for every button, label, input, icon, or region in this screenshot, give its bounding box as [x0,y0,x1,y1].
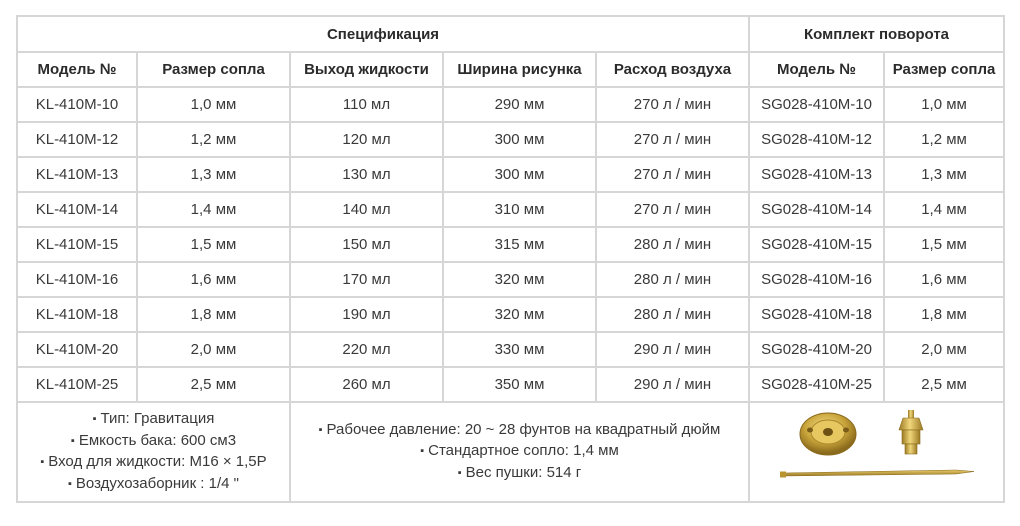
column-header-pattern-width: Ширина рисунка [443,52,596,87]
column-header-kit-model: Модель № [749,52,884,87]
column-header-fluid-output: Выход жидкости [290,52,443,87]
note-fluid-inlet: ▪ Вход для жидкости: M16 × 1,5P [18,452,289,474]
column-header-model: Модель № [17,52,137,87]
table-row [17,297,1004,332]
cell-kit-model: SG028-410M-20 [749,332,884,367]
cell-nozzle-size: 2,5 мм [137,367,290,402]
cell-fluid-output: 170 мл [290,262,443,297]
needle-icon [780,470,974,478]
cell-model: KL-410M-14 [17,192,137,227]
cell-kit-nozzle-size: 1,3 мм [884,157,1004,192]
cell-fluid-output: 110 мл [290,87,443,122]
column-header-kit-nozzle-size: Размер сопла [884,52,1004,87]
cell-air-consumption: 290 л / мин [596,332,749,367]
cell-kit-nozzle-size: 1,0 мм [884,87,1004,122]
note-air-inlet: ▪ Воздухозаборник : 1/4 " [18,474,289,496]
note-gun-weight: ▪ Вес пушки: 514 г [291,463,748,485]
cell-fluid-output: 150 мл [290,227,443,262]
cell-kit-nozzle-size: 2,0 мм [884,332,1004,367]
cell-nozzle-size: 1,0 мм [137,87,290,122]
note-standard-nozzle: ▪ Стандартное сопло: 1,4 мм [291,441,748,463]
cell-pattern-width: 315 мм [443,227,596,262]
column-header-air-consumption: Расход воздуха [596,52,749,87]
cell-kit-nozzle-size: 1,8 мм [884,297,1004,332]
cell-kit-nozzle-size: 1,5 мм [884,227,1004,262]
cell-kit-nozzle-size: 1,6 мм [884,262,1004,297]
fluid-nozzle-icon [899,410,923,454]
spec-table-container [16,15,1005,503]
cell-fluid-output: 220 мл [290,332,443,367]
cell-air-consumption: 290 л / мин [596,367,749,402]
cell-pattern-width: 300 мм [443,122,596,157]
cell-fluid-output: 130 мл [290,157,443,192]
cell-fluid-output: 260 мл [290,367,443,402]
cell-fluid-output: 120 мл [290,122,443,157]
cell-kit-model: SG028-410M-25 [749,367,884,402]
note-type: ▪ Тип: Гравитация [18,409,289,431]
table-row [17,192,1004,227]
cell-model: KL-410M-18 [17,297,137,332]
cell-air-consumption: 270 л / мин [596,157,749,192]
cell-nozzle-size: 1,6 мм [137,262,290,297]
table-row [17,262,1004,297]
cell-model: KL-410M-12 [17,122,137,157]
cell-pattern-width: 300 мм [443,157,596,192]
notes-right-list [291,420,748,485]
table-row [17,367,1004,402]
cell-air-consumption: 270 л / мин [596,122,749,157]
cell-kit-model: SG028-410M-13 [749,157,884,192]
table-row [17,157,1004,192]
notes-row [17,402,1004,502]
notes-left-cell [17,402,290,502]
cell-kit-nozzle-size: 1,4 мм [884,192,1004,227]
cell-air-consumption: 280 л / мин [596,297,749,332]
column-header-nozzle-size: Размер сопла [137,52,290,87]
cell-kit-model: SG028-410M-16 [749,262,884,297]
cell-kit-nozzle-size: 2,5 мм [884,367,1004,402]
group-header-row [17,16,1004,52]
cell-model: KL-410M-10 [17,87,137,122]
cell-nozzle-size: 1,4 мм [137,192,290,227]
cell-model: KL-410M-15 [17,227,137,262]
column-header-row [17,52,1004,87]
cell-model: KL-410M-20 [17,332,137,367]
cell-model: KL-410M-13 [17,157,137,192]
cell-fluid-output: 140 мл [290,192,443,227]
cell-model: KL-410M-16 [17,262,137,297]
cell-pattern-width: 330 мм [443,332,596,367]
cell-pattern-width: 310 мм [443,192,596,227]
cell-nozzle-size: 1,2 мм [137,122,290,157]
cell-kit-model: SG028-410M-10 [749,87,884,122]
cell-nozzle-size: 1,5 мм [137,227,290,262]
cell-air-consumption: 280 л / мин [596,227,749,262]
cell-nozzle-size: 2,0 мм [137,332,290,367]
cell-air-consumption: 270 л / мин [596,87,749,122]
cell-air-consumption: 270 л / мин [596,192,749,227]
cell-kit-model: SG028-410M-18 [749,297,884,332]
cell-nozzle-size: 1,8 мм [137,297,290,332]
note-working-pressure: ▪ Рабочее давление: 20 ~ 28 фунтов на квадратный дюйм [291,420,748,442]
cell-pattern-width: 290 мм [443,87,596,122]
table-row [17,332,1004,367]
cell-kit-nozzle-size: 1,2 мм [884,122,1004,157]
cell-kit-model: SG028-410M-15 [749,227,884,262]
cell-model: KL-410M-25 [17,367,137,402]
nozzle-kit-image [778,408,978,488]
notes-left-list [18,409,289,495]
cell-kit-model: SG028-410M-14 [749,192,884,227]
spec-table [16,15,1005,503]
cell-nozzle-size: 1,3 мм [137,157,290,192]
group-header-spec: Спецификация [17,16,749,52]
cell-pattern-width: 350 мм [443,367,596,402]
cell-air-consumption: 280 л / мин [596,262,749,297]
table-body [17,87,1004,502]
group-header-kit: Комплект поворота [749,16,1004,52]
cell-pattern-width: 320 мм [443,297,596,332]
cell-pattern-width: 320 мм [443,262,596,297]
notes-right-cell [290,402,749,502]
cell-fluid-output: 190 мл [290,297,443,332]
cell-kit-model: SG028-410M-12 [749,122,884,157]
table-row [17,227,1004,262]
nozzle-kit-image-cell [749,402,1004,502]
table-row [17,87,1004,122]
table-row [17,122,1004,157]
note-tank-capacity: ▪ Емкость бака: 600 см3 [18,431,289,453]
air-cap-icon [800,413,856,455]
